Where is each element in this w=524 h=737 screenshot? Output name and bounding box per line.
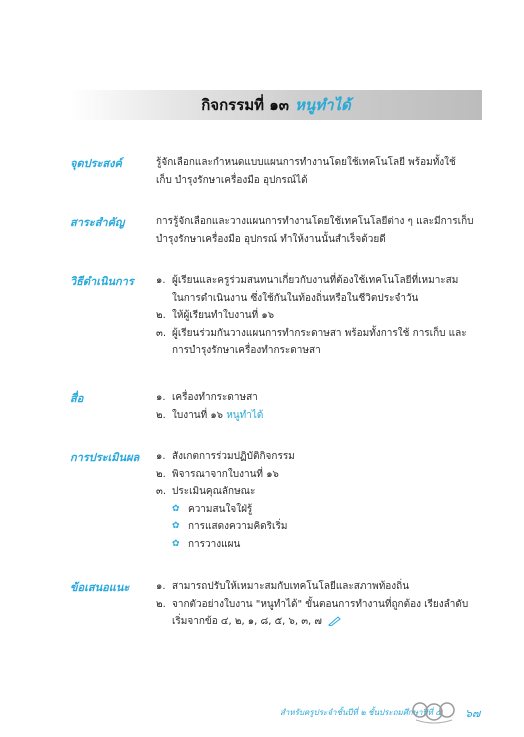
item-text: ประเมินคุณลักษณะ	[172, 486, 256, 497]
item-continuation: ในการดำเนินงาน ซึ่งใช้กันในท้องถิ่นหรือในชีวิตประจำวัน	[172, 292, 419, 304]
flower-bullet-icon: ✿	[172, 503, 180, 514]
item-number: ๓.	[156, 486, 167, 497]
section-label: สาระสำคัญ	[70, 216, 125, 229]
list-item	[156, 578, 486, 596]
section-body	[156, 448, 486, 553]
item-number: ๑.	[156, 451, 166, 462]
item-text: พิจารณาจากใบงานที่ ๑๖	[172, 468, 279, 480]
bullet-text: การวางแผน	[188, 538, 241, 550]
item-text: สังเกตการร่วมปฏิบัติกิจกรรม	[172, 451, 295, 462]
item-number: ๒.	[156, 598, 166, 610]
item-text: ให้ผู้เรียนทำใบงานที่ ๑๖	[172, 310, 275, 321]
section-label: การประเมินผล	[70, 451, 140, 464]
item-text: ใบงานที่ ๑๖	[172, 409, 224, 421]
section-label: วิธีดำเนินการ	[70, 275, 134, 288]
item-continuation: การบำรุงรักษาเครื่องทำกระดาษสา	[172, 345, 321, 356]
item-text: เริ่มจากข้อ ๔, ๒, ๑, ๘, ๕, ๖, ๓, ๗	[172, 616, 322, 627]
bullet-item	[156, 501, 486, 519]
list-item	[156, 448, 486, 466]
item-number: ๒.	[156, 409, 166, 421]
footer-text: สำหรับครูประจำชั้นปีที่ ๒ ชั้นประถมศึกษาปีที่ ๕	[280, 708, 442, 717]
item-text: เครื่องทำกระดาษสา	[172, 392, 258, 403]
list-item	[156, 407, 486, 425]
item-text: สามารถปรับให้เหมาะสมกับเทคโนโลยีและสภาพท้องถิ่น	[172, 581, 410, 592]
item-text: ผู้เรียนและครูร่วมสนทนาเกี่ยวกับงานที่ต้องใช้เทคโนโลยีที่เหมาะสม	[172, 275, 459, 286]
item-number: ๓.	[156, 327, 167, 339]
flower-bullet-icon: ✿	[172, 538, 180, 549]
section-body	[156, 213, 486, 248]
list-item	[156, 596, 486, 614]
item-number: ๒.	[156, 468, 166, 480]
body-line: การรู้จักเลือกและวางแผนการทำงานโดยใช้เทคโนโลยีต่าง ๆ และมีการเก็บ	[156, 216, 474, 227]
item-text: ผู้เรียนร่วมกันวางแผนการทำกระดาษสา พร้อมทั้งการใช้ การเก็บ และ	[172, 327, 467, 339]
section-label: ข้อเสนอแนะ	[70, 581, 130, 594]
bullet-text: ความสนใจใฝ่รู้	[188, 503, 253, 515]
item-continuation	[156, 613, 486, 631]
bullet-item	[156, 536, 486, 554]
body-line: บำรุงรักษาเครื่องมือ อุปกรณ์ ทำให้งานนั้นสำเร็จด้วยดี	[156, 233, 386, 245]
pencil-icon	[328, 616, 342, 626]
item-text: จากตัวอย่างใบงาน "หนูทำได้" ขั้นตอนการทำงานที่ถูกต้อง เรียงลำดับ	[172, 598, 469, 610]
body-line: เก็บ บำรุงรักษาเครื่องมือ อุปกรณ์ได้	[156, 174, 308, 186]
bullet-text: การแสดงความคิดริเริ่ม	[188, 521, 288, 532]
list-item	[156, 307, 486, 325]
list-item	[156, 272, 486, 290]
section-label: จุดประสงค์	[70, 157, 122, 170]
section-body	[156, 389, 486, 424]
item-number: ๒.	[156, 310, 166, 321]
section-body	[156, 272, 486, 360]
section-body	[156, 578, 486, 631]
list-item	[156, 389, 486, 407]
activity-title-band	[70, 90, 482, 120]
bullet-item	[156, 518, 486, 536]
section-body	[156, 154, 486, 189]
flower-bullet-icon: ✿	[172, 521, 180, 531]
body-line: รู้จักเลือกและกำหนดแบบแผนการทำงานโดยใช้เทคโนโลยี พร้อมทั้งใช้	[156, 157, 456, 168]
list-item	[156, 483, 486, 501]
decorative-ornament-icon	[410, 700, 458, 724]
page-number: ๖๗	[465, 707, 481, 720]
page-footer	[280, 700, 500, 724]
item-number: ๑.	[156, 392, 166, 403]
worksheet-title-accent: หนูทำได้	[226, 409, 264, 421]
list-item	[156, 466, 486, 484]
activity-subtitle: หนูทำได้	[295, 96, 351, 114]
item-number: ๑.	[156, 581, 166, 592]
activity-title: กิจกรรมที่ ๑๓	[201, 96, 290, 114]
list-item	[156, 325, 486, 343]
item-number: ๑.	[156, 275, 166, 286]
section-label: สื่อ	[70, 392, 84, 405]
